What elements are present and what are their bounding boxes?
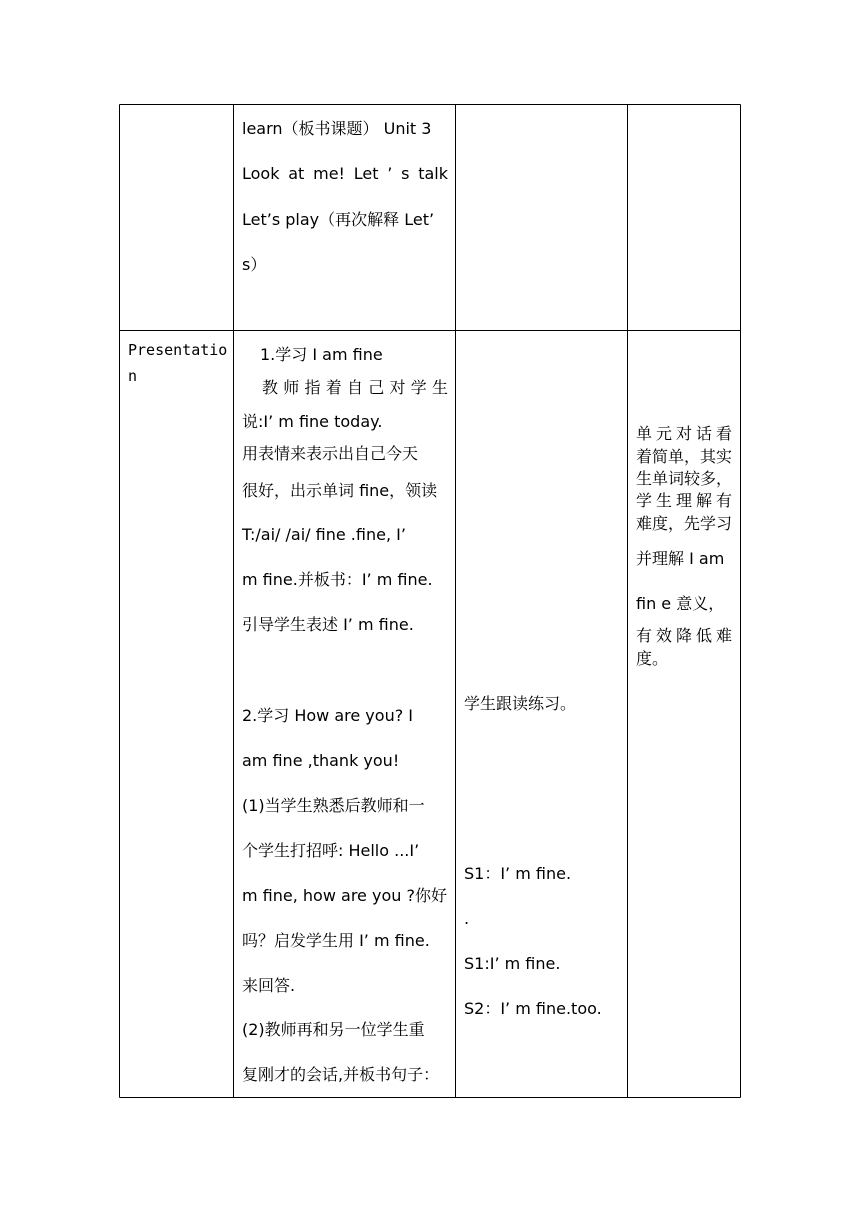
stage-label-line-1: Presentatio — [128, 341, 228, 359]
teacher-line-17: 复刚才的会话,并板书句子： — [242, 1065, 440, 1084]
teacher-line-13: m fine, how are you ?你好 — [242, 886, 447, 905]
teacher-line-3: 说:I’ m fine today. — [242, 412, 383, 431]
teacher-line-14: 吗？启发学生用 I’ m fine. — [242, 931, 430, 950]
student-line-2: S1：I’ m fine. — [464, 864, 572, 883]
student-line-1: 学生跟读练习。 — [464, 694, 577, 713]
student-line-4: S1:I’ m fine. — [464, 954, 561, 973]
intent-line-2: 着简单，其实 — [636, 447, 733, 466]
row1-content-line-2: Look at me! Let ’ s talk — [242, 164, 448, 183]
intent-line-4: 学生理解有 — [636, 491, 732, 510]
student-line-5: S2：I’ m fine.too. — [464, 999, 602, 1018]
teacher-line-9: 2.学习 How are you? I — [242, 706, 414, 725]
teacher-line-6: T:/ai/ /ai/ fine .fine, I’ — [242, 525, 406, 544]
row1-content-line-1: learn（板书课题） Unit 3 — [242, 119, 432, 138]
teacher-line-16: (2)教师再和另一位学生重 — [242, 1020, 425, 1039]
intent-line-6: 并理解 I am — [636, 549, 725, 568]
teacher-line-8: 引导学生表述 I’ m fine. — [242, 615, 414, 634]
teacher-line-15: 来回答. — [242, 976, 296, 995]
teacher-line-1: 1.学习 I am fine — [260, 345, 383, 364]
teacher-line-2: 教师指着自己对学生 — [262, 378, 448, 397]
teacher-line-11: (1)当学生熟悉后教师和一 — [242, 796, 425, 815]
intent-line-5: 难度，先学习 — [636, 514, 733, 533]
intent-line-1: 单元对话看 — [636, 424, 732, 443]
intent-line-7: fin e 意义， — [636, 594, 725, 613]
teacher-line-10: am fine ,thank you! — [242, 751, 400, 770]
intent-line-9: 度。 — [636, 649, 669, 668]
intent-line-8: 有效降低难 — [636, 626, 732, 645]
row1-content-line-3: Let’s play（再次解释 Let’ — [242, 210, 435, 229]
stage-label-line-2: n — [128, 367, 138, 385]
row1-content-line-4: s） — [242, 255, 267, 274]
teacher-line-12: 个学生打招呼: Hello ...I’ — [242, 841, 420, 860]
teacher-line-4: 用表情来表示出自己今天 — [242, 444, 419, 463]
teacher-line-7: m fine.并板书：I’ m fine. — [242, 570, 433, 589]
teacher-line-5: 很好，出示单词 fine，领读 — [242, 481, 438, 500]
intent-line-3: 生单词较多， — [636, 469, 733, 488]
student-line-3: . — [464, 909, 470, 928]
